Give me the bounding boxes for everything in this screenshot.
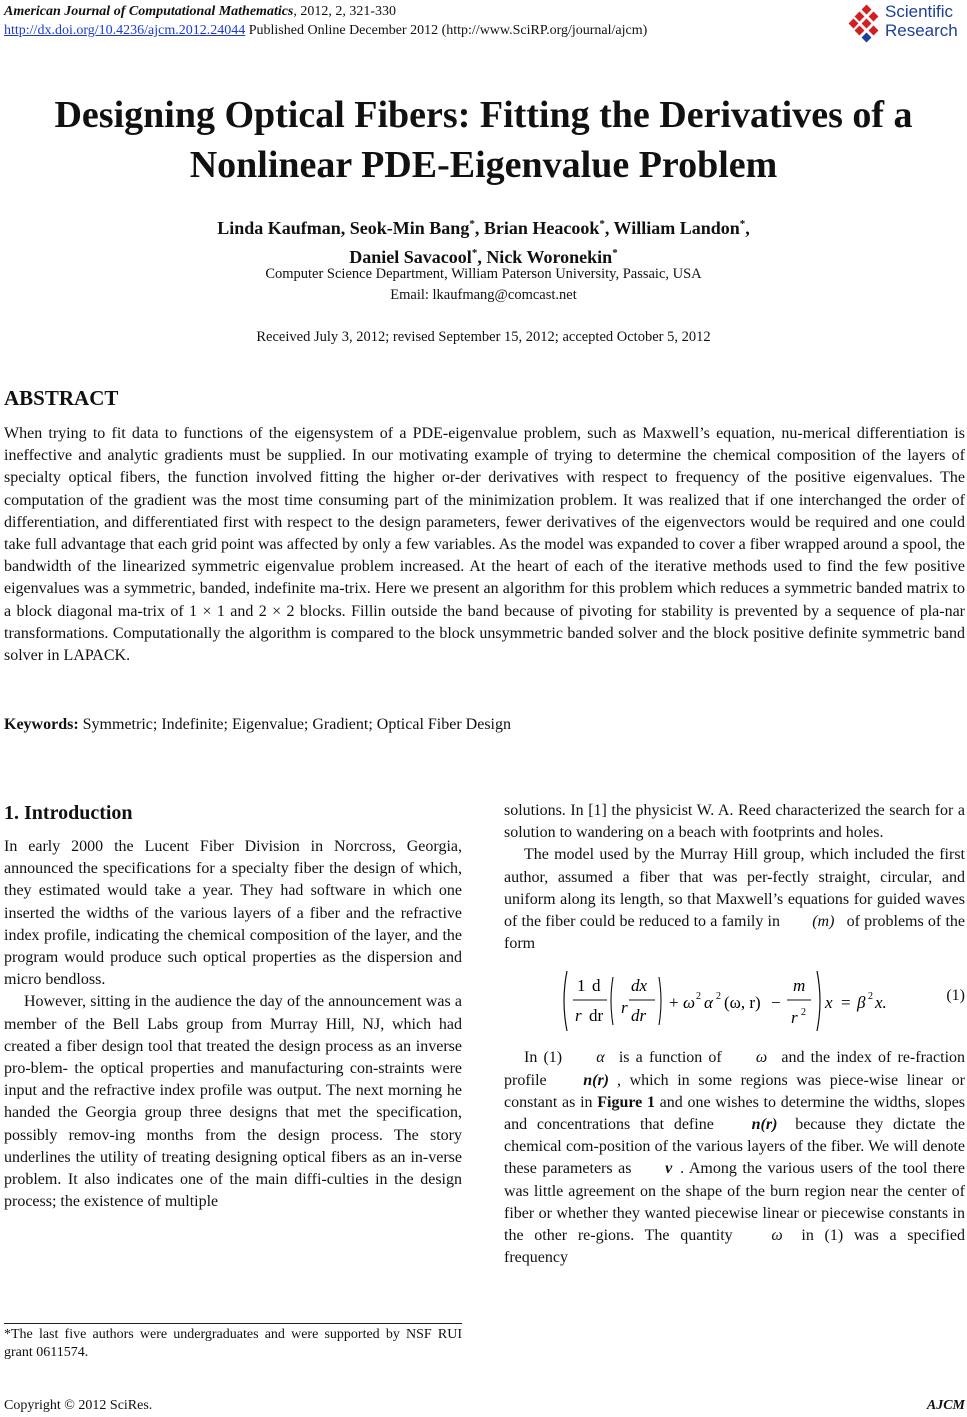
logo-icon <box>850 6 884 40</box>
left-column <box>4 800 462 1213</box>
equation-1 <box>504 963 965 1039</box>
intro-paragraph-1: In early 2000 the Lucent Fiber Division in Norcross, Georgia, announced the specifications for a specialty fiber the design of which, they estimated would take a year. They had software in which one inserted the widths of the various layers of a fiber and the refractive index profile, indicating the chemical composition of the layer, and the program would produce such optical properties as the dispersion and micro bendloss. <box>4 838 462 989</box>
eq-r3: r <box>791 1008 798 1028</box>
eq-args: (ω, r) <box>724 993 761 1013</box>
text-run: is a function of <box>612 1049 728 1067</box>
copyright: Copyright © 2012 SciRes. <box>4 1398 153 1413</box>
author-name: Brian Heacook <box>483 218 600 238</box>
author-name: Daniel Savacool <box>349 247 472 267</box>
logo-line1: Scientific <box>885 2 954 21</box>
eq-alpha: α <box>704 993 713 1013</box>
keywords <box>4 714 965 736</box>
email: Email: lkaufmang@comcast.net <box>390 287 577 303</box>
eq-plus: + <box>669 993 679 1013</box>
citation: , 2012, 2, 321-330 <box>293 4 397 19</box>
abstract-text: When trying to fit data to functions of the eigensystem of a PDE-eigenvalue problem, such as Maxwell’s equation, nu-merical differentiation is ineffective and analytic gradients must be supplied. In our motivating example of trying to determine the chemical composition of the layers of specialty optical fibers, the function involved fitting the higher or-der derivatives with respect to frequency of the positive eigenvalues. The computation of the gradient was the most time consuming part of the minimization problem. It was realized that if one interchanged the order of differentiation, and differentiated first with respect to the design parameters, fewer derivatives of the eigenvectors would be required and one could take full advantage that each grid point was affected by only a few variables. As the model was expanded to cover a fiber wrapped around a spool, the bandwidth of the linearized symmetric eigenvalue problem increased. At the heart of each of the iterative methods used to find the few positive eigenvalues was a symmetric, banded, indefinite ma-trix. Here we present an algorithm for this problem which reduces a symmetric banded matrix to a block diagonal ma-trix of 1 × 1 and 2 × 2 blocks. Fillin outside the band because of pivoting for stability is prevented by a sequence of pla-nar transformations. Computationally the algorithm is compared to the block unsymmetric banded solver and the block positive definite symmetric band solver in LAPACK. <box>4 425 965 665</box>
eq-dx: dx <box>631 976 648 996</box>
text-run: In (1) <box>524 1049 569 1067</box>
equation-number: (1) <box>946 987 965 1005</box>
eq-one: 1 <box>577 976 586 996</box>
author-separator: , <box>477 247 487 267</box>
eq-m: m <box>793 976 806 996</box>
right-paragraph-2 <box>504 844 965 955</box>
symbol-alpha: α <box>596 1049 605 1067</box>
author-separator: , <box>604 218 614 238</box>
author-footnote-mark: * <box>469 218 475 230</box>
author-line1 <box>0 212 967 241</box>
received-dates: Received July 3, 2012; revised September 15, 2012; accepted October 5, 2012 <box>256 329 711 345</box>
eq-d: d <box>592 976 601 996</box>
author-list <box>0 212 967 270</box>
author-name: Seok-Min Bang <box>349 218 470 238</box>
eq-dr: dr <box>589 1006 604 1026</box>
author-name: William Landon <box>613 218 740 238</box>
eq-minus: − <box>771 993 781 1013</box>
text-run: The model used by the Murray Hill group, which included the first author, assumed a fiber that was per-fectly straight, circular, and uniform along its length, so that Maxwell’s equations for guided waves of the fiber could be reduced to a family in <box>504 846 965 931</box>
affiliation: Computer Science Department, William Paterson University, Passaic, USA <box>265 266 702 282</box>
symbol-n-r: n(r) <box>583 1071 609 1089</box>
keywords-list: Symmetric; Indefinite; Eigenvalue; Gradient; Optical Fiber Design <box>78 716 511 733</box>
eq-beta: β <box>857 993 866 1013</box>
author-separator: , <box>340 218 350 238</box>
author-separator: , <box>474 218 484 238</box>
footnote: *The last five authors were undergraduates and were supported by NSF RUI grant 0611574. <box>4 1327 462 1360</box>
right-paragraph-3 <box>504 1047 965 1269</box>
text-run: , which in some regions was piece-wise linear or constant as in <box>504 1071 965 1111</box>
keywords-label: Keywords: <box>4 716 79 733</box>
text-run: and the index of re-fraction profile <box>504 1049 966 1089</box>
author-footnote-mark: * <box>739 218 746 230</box>
eq-r: r <box>575 1006 582 1026</box>
author-name: Linda Kaufman <box>217 218 341 238</box>
symbol-m: (m) <box>812 913 835 931</box>
text-run: because they dictate the chemical com-position of the various layers of the fiber. We will denote these parameters as <box>504 1116 965 1178</box>
paper-title <box>0 90 967 190</box>
eq-sq2: 2 <box>716 991 721 1003</box>
right-column <box>504 800 965 1269</box>
eq-xend: x. <box>875 993 887 1013</box>
publisher-logo <box>850 2 965 44</box>
eq-r2: r <box>621 998 628 1018</box>
page-footer <box>4 1398 965 1414</box>
author-footnote-mark: * <box>599 218 605 230</box>
equation-graphic <box>559 963 899 1039</box>
author-separator: , <box>745 218 750 238</box>
section-heading-introduction: 1. Introduction <box>4 802 133 824</box>
author-footnote-mark: * <box>471 247 478 259</box>
figure-reference[interactable]: Figure 1 <box>597 1093 655 1111</box>
text-run: and one wishes to determine the widths, slopes and concentrations that define <box>504 1093 966 1134</box>
eq-equals: = <box>841 993 851 1013</box>
intro-paragraph-2: However, sitting in the audience the day of the announcement was a member of the Bell Labs group from Murray Hill, NJ, which had created a fiber design tool that treated the design process as an inverse pro-blem- the optical properties and manufacturing con-straints were input and the refractive index profile was output. The next morning he handed the Georgia group three designs that met the specification, possibly remov-ing months from the design process. The story underlines the utility of treating designing optical fibers as an in-verse problem. It also indicates one of the main diffi-culties in the design process; the existence of multiple <box>4 993 462 1211</box>
title-line1: Designing Optical Fibers: Fitting the Derivatives of a <box>54 94 913 136</box>
author-name: Nick Woronekin <box>486 247 613 267</box>
eq-sq4: 2 <box>868 991 873 1003</box>
journal-name: American Journal of Computational Mathematics <box>4 4 294 19</box>
abstract-heading: ABSTRACT <box>4 386 119 410</box>
text-run: . Among the various users of the tool there was little agreement on the shape of the burn region near the center of fiber or whether they wanted piecewise linear or piecewise constants in the other re-gions. The quantity <box>504 1160 966 1245</box>
eq-omega: ω <box>683 993 696 1013</box>
symbol-n-r-2: n(r) <box>751 1116 778 1134</box>
published-info: Published Online December 2012 (http://www.SciRP.org/journal/ajcm) <box>245 23 648 38</box>
eq-x: x <box>825 993 833 1013</box>
symbol-omega: ω <box>755 1049 768 1067</box>
eq-sq1: 2 <box>696 991 701 1003</box>
author-footnote-mark: * <box>612 247 618 259</box>
logo-line2: Research <box>885 21 958 40</box>
symbol-omega-2: ω <box>771 1227 783 1245</box>
footnote-divider <box>4 1323 462 1324</box>
text-run: of problems of the form <box>504 913 966 953</box>
journal-abbreviation: AJCM <box>926 1398 965 1413</box>
right-paragraph-1: solutions. In [1] the physicist W. A. Reed characterized the search for a solution to wandering on a beach with footprints and holes. <box>504 802 965 842</box>
eq-sq3: 2 <box>801 1007 806 1019</box>
symbol-v: v <box>665 1160 673 1178</box>
running-header <box>4 2 844 40</box>
eq-dr2: dr <box>631 1006 647 1026</box>
title-line2: Nonlinear PDE-Eigenvalue Problem <box>189 144 778 186</box>
text-run: in (1) was a specified frequency <box>504 1227 966 1267</box>
doi-link[interactable]: http://dx.doi.org/10.4236/ajcm.2012.24044 <box>4 23 246 38</box>
